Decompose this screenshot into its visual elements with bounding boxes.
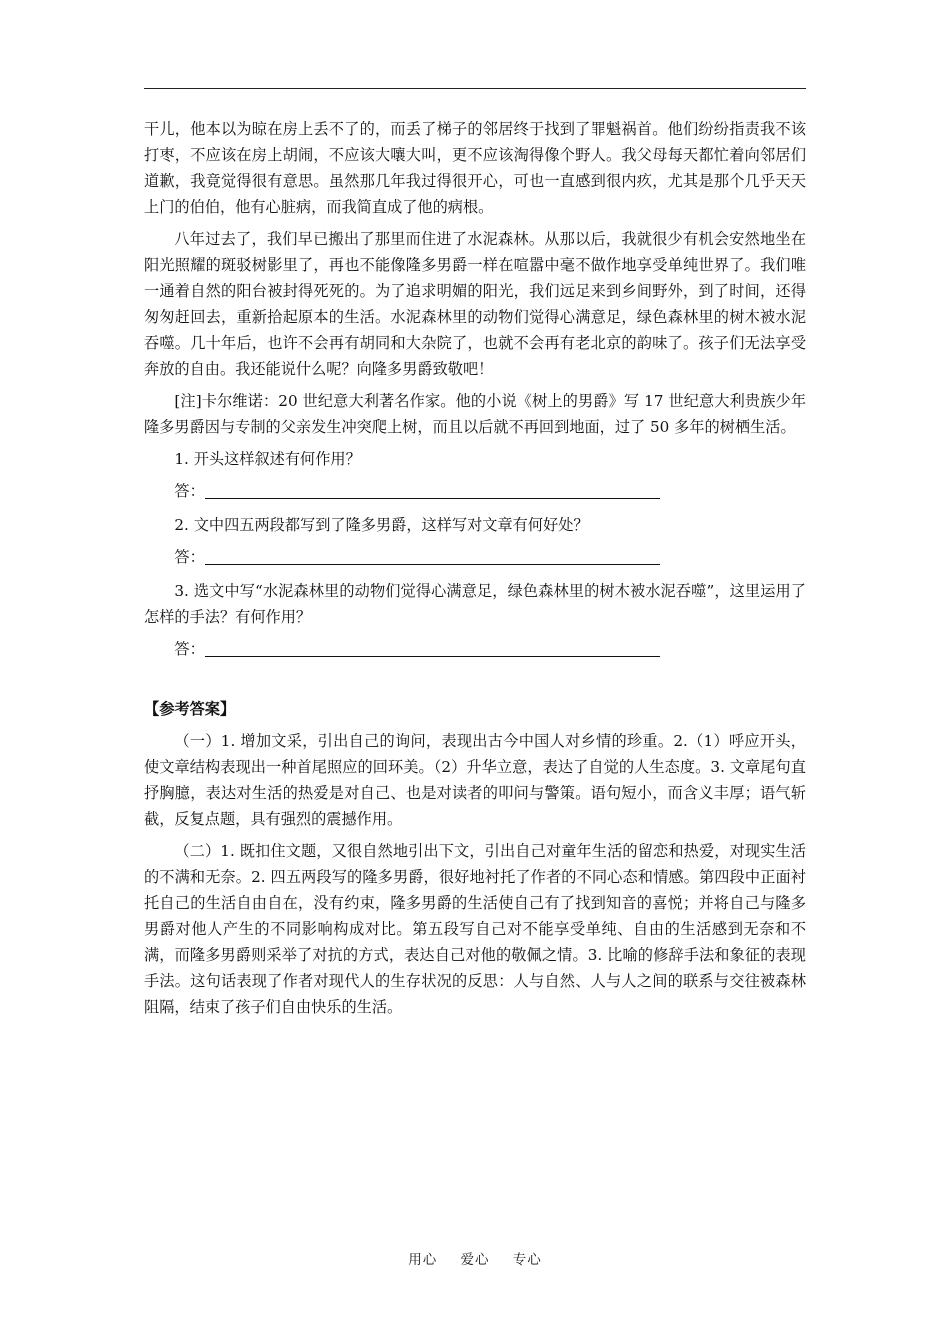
answer-blank-1[interactable] <box>205 480 660 499</box>
passage-note: [注]卡尔维诺：20 世纪意大利著名作家。他的小说《树上的男爵》写 17 世纪意大利贵族少年隆多男爵因与专制的父亲发生冲突爬上树，而且以后就不再回到地面，过了 50 多年的树栖生活。 <box>144 392 806 436</box>
answer-blank-3[interactable] <box>205 638 660 657</box>
header-rule <box>144 88 806 89</box>
answer-label-1: 答： <box>174 482 205 500</box>
question-3: 3. 选文中写“水泥森林里的动物们觉得心满意足，绿色森林里的树木被水泥吞噬”，这里运用了怎样的手法？有何作用？ <box>144 582 806 626</box>
footer-item-1: 用心 <box>408 1252 438 1268</box>
reference-part-1: （一）1. 增加文采，引出自己的询问，表现出古今中国人对乡情的珍重。2.（1）呼应开头，使文章结构表现出一种首尾照应的回环美。（2）升华立意，表达了自觉的人生态度。3. 文章尾句直抒胸臆，表达对生活的热爱是对自己、也是对读者的叩问与警策。语句短小，而含义丰厚；语气斩截，反复点题，具有强烈的震撼作用。 <box>144 732 806 828</box>
answer-label-3: 答： <box>174 640 205 658</box>
question-2: 2. 文中四五两段都写到了隆多男爵，这样写对文章有何好处？ <box>174 516 589 534</box>
answer-row-1 <box>144 478 806 504</box>
footer-item-2: 爱心 <box>460 1252 490 1268</box>
answer-blank-2[interactable] <box>205 546 660 565</box>
page-footer <box>0 1248 950 1268</box>
question-1: 1. 开头这样叙述有何作用？ <box>174 450 361 468</box>
passage-paragraph-1: 干儿，他本以为晾在房上丢不了的，而丢了梯子的邻居终于找到了罪魁祸首。他们纷纷指责我不该打枣，不应该在房上胡闹，不应该大嚷大叫，更不应该淘得像个野人。我父母每天都忙着向邻居们道歉，我竟觉得很有意思。虽然那几年我过得很开心，可也一直感到很内疚，尤其是那个几乎天天上门的伯伯，他有心脏病，而我简直成了他的病根。 <box>144 120 806 216</box>
answer-row-2 <box>144 544 806 570</box>
reference-part-2: （二）1. 既扣住文题，又很自然地引出下文，引出自己对童年生活的留恋和热爱，对现实生活的不满和无奈。2. 四五两段写的隆多男爵，很好地衬托了作者的不同心态和情感。第四段中正面衬托自己的生活自由自在，没有约束，隆多男爵的生活使自己有了找到知音的喜悦；并将自己与隆多男爵对他人产生的不同影响构成对比。第五段写自己对不能享受单纯、自由的生活感到无奈和不满，而隆多男爵则采举了对抗的方式，表达自己对他的敬佩之情。3. 比喻的修辞手法和象征的表现手法。这句话表现了作者对现代人的生存状况的反思：人与自然、人与人之间的联系与交往被森林阻隔，结束了孩子们自由快乐的生活。 <box>144 842 806 1016</box>
passage-paragraph-2: 八年过去了，我们早已搬出了那里而住进了水泥森林。从那以后，我就很少有机会安然地坐在阳光照耀的斑驳树影里了，再也不能像隆多男爵一样在喧嚣中毫不做作地享受单纯世界了。我们唯一通着自然的阳台被封得死死的。为了追求明媚的阳光，我们远足来到乡间野外，到了时间，还得匆匆赶回去，重新拾起原本的生活。水泥森林里的动物们觉得心满意足，绿色森林里的树木被水泥吞噬。几十年后，也许不会再有胡同和大杂院了，也就不会再有老北京的韵味了。孩子们无法享受奔放的自由。我还能说什么呢？向隆多男爵致敬吧！ <box>144 230 806 378</box>
footer-item-3: 专心 <box>512 1252 542 1268</box>
document-body <box>144 116 806 1026</box>
reference-heading: 【参考答案】 <box>144 700 236 718</box>
answer-label-2: 答： <box>174 548 205 566</box>
answer-row-3 <box>144 636 806 662</box>
